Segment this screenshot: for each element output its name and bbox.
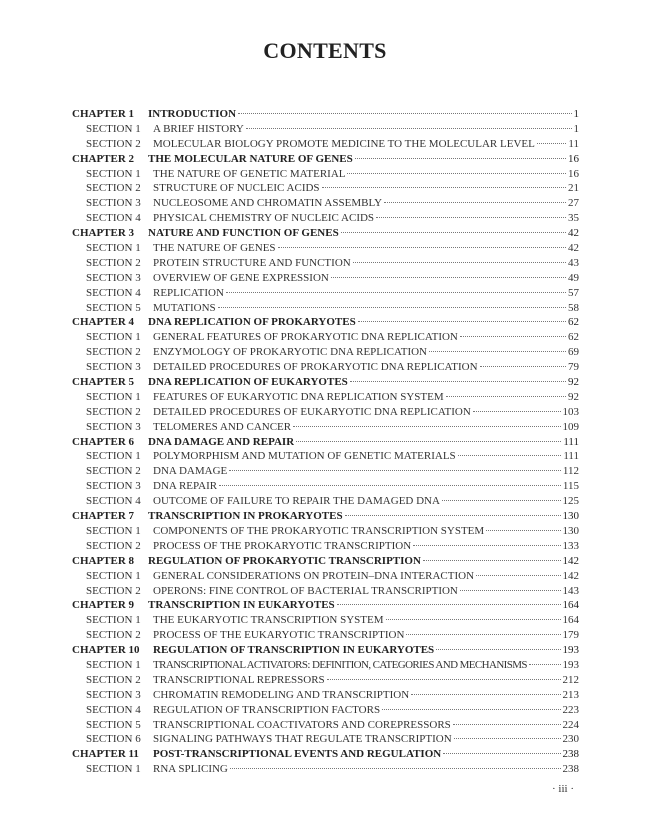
toc-section-entry[interactable]	[72, 420, 579, 435]
toc-section-entry[interactable]	[72, 628, 579, 643]
dot-leader	[486, 530, 560, 531]
dot-leader	[350, 381, 566, 382]
dot-leader	[353, 262, 566, 263]
entry-page-number: 16	[568, 152, 579, 165]
entry-label: SECTION 5	[86, 718, 141, 731]
entry-page-number: 35	[568, 212, 579, 225]
entry-page-number: 223	[562, 703, 579, 716]
dot-leader	[218, 307, 566, 308]
dot-leader	[436, 649, 560, 650]
toc-section-entry[interactable]	[72, 167, 579, 182]
entry-page-number: 224	[562, 718, 579, 731]
entry-page-number: 142	[562, 569, 579, 582]
entry-page-number: 58	[568, 301, 579, 314]
entry-label: SECTION 4	[86, 212, 141, 225]
entry-label: CHAPTER 6	[72, 435, 135, 448]
entry-title: REPLICATION	[153, 286, 224, 299]
entry-title: FEATURES OF EUKARYOTIC DNA REPLICATION SYSTEM	[153, 390, 444, 403]
entry-page-number: 42	[568, 242, 579, 255]
dot-leader	[238, 113, 571, 114]
entry-title: DETAILED PROCEDURES OF PROKARYOTIC DNA REPLICATION	[153, 361, 478, 374]
toc-chapter-entry[interactable]	[72, 152, 579, 167]
entry-label: SECTION 1	[86, 122, 141, 135]
toc-section-entry[interactable]	[72, 479, 579, 494]
page-title: CONTENTS	[263, 38, 387, 63]
entry-page-number: 143	[562, 584, 579, 597]
entry-page-number: 213	[562, 688, 579, 701]
entry-label: SECTION 3	[86, 361, 141, 374]
entry-title: GENERAL CONSIDERATIONS ON PROTEIN–DNA INTERACTION	[153, 569, 475, 582]
entry-title: MOLECULAR BIOLOGY PROMOTE MEDICINE TO THE MOLECULAR LEVEL	[153, 137, 535, 150]
entry-title: REGULATION OF PROKARYOTIC TRANSCRIPTION	[148, 554, 421, 567]
entry-page-number: 21	[568, 182, 579, 195]
entry-title: TRANSCRIPTIONAL ACTIVATORS: DEFINITION, CATEGORIES AND MECHANISMS	[153, 658, 527, 671]
entry-title: DNA DAMAGE AND REPAIR	[148, 435, 295, 448]
toc-section-entry[interactable]	[72, 196, 579, 211]
entry-page-number: 62	[568, 316, 579, 329]
entry-label: SECTION 3	[86, 271, 141, 284]
entry-page-number: 193	[562, 644, 579, 657]
entry-label: SECTION 1	[86, 569, 141, 582]
entry-title: PHYSICAL CHEMISTRY OF NUCLEIC ACIDS	[153, 212, 375, 225]
dot-leader	[458, 455, 562, 456]
entry-page-number: 212	[562, 673, 579, 686]
toc-chapter-entry[interactable]	[72, 107, 579, 122]
dot-leader	[443, 753, 560, 754]
entry-page-number: 69	[568, 346, 579, 359]
entry-page-number: 115	[562, 480, 579, 493]
dot-leader	[246, 128, 572, 129]
entry-title: OPERONS: FINE CONTROL OF BACTERIAL TRANSCRIPTION	[153, 584, 458, 597]
toc-section-entry[interactable]	[72, 658, 579, 673]
entry-page-number: 193	[562, 658, 579, 671]
toc-section-entry[interactable]	[72, 122, 579, 137]
dot-leader	[278, 247, 566, 248]
entry-label: SECTION 2	[86, 346, 141, 359]
toc-section-entry[interactable]	[72, 137, 579, 152]
entry-label: SECTION 2	[86, 584, 141, 597]
entry-label: SECTION 1	[86, 167, 141, 180]
entry-page-number: 79	[568, 361, 579, 374]
dot-leader	[442, 500, 561, 501]
entry-page-number: 164	[562, 599, 579, 612]
toc-section-entry[interactable]	[72, 703, 579, 718]
entry-title: GENERAL FEATURES OF PROKARYOTIC DNA REPLICATION	[153, 331, 458, 344]
entry-page-number: 11	[568, 137, 579, 150]
toc-section-entry[interactable]	[72, 241, 579, 256]
entry-title: CHROMATIN REMODELING AND TRANSCRIPTION	[153, 688, 410, 701]
entry-label: CHAPTER 2	[72, 152, 135, 165]
entry-page-number: 1	[573, 108, 579, 120]
toc-chapter-entry[interactable]	[72, 598, 579, 613]
dot-leader	[229, 470, 561, 471]
toc-section-entry[interactable]	[72, 181, 579, 196]
entry-label: CHAPTER 10	[72, 644, 140, 657]
dot-leader	[327, 679, 561, 680]
toc-chapter-entry[interactable]	[72, 554, 579, 569]
dot-leader	[384, 202, 566, 203]
entry-label: CHAPTER 5	[72, 376, 135, 389]
entry-page-number: 130	[562, 524, 579, 537]
toc-section-entry[interactable]	[72, 494, 579, 509]
dot-leader	[219, 485, 561, 486]
entry-page-number: 111	[563, 450, 579, 463]
entry-label: SECTION 2	[86, 182, 141, 195]
entry-title: INTRODUCTION	[148, 108, 237, 120]
toc-chapter-entry[interactable]	[72, 747, 579, 762]
dot-leader	[453, 724, 561, 725]
entry-label: CHAPTER 4	[72, 316, 135, 329]
toc-section-entry[interactable]	[72, 732, 579, 747]
dot-leader	[446, 396, 566, 397]
entry-title: SIGNALING PATHWAYS THAT REGULATE TRANSCRIPTION	[153, 733, 452, 746]
entry-label: CHAPTER 3	[72, 227, 135, 240]
entry-label: SECTION 2	[86, 539, 141, 552]
entry-page-number: 133	[562, 539, 579, 552]
entry-title: COMPONENTS OF THE PROKARYOTIC TRANSCRIPTION SYSTEM	[153, 524, 485, 537]
dot-leader	[413, 545, 560, 546]
entry-title: DNA REPLICATION OF PROKARYOTES	[148, 316, 356, 329]
dot-leader	[480, 366, 566, 367]
toc-section-entry[interactable]	[72, 718, 579, 733]
entry-label: SECTION 3	[86, 688, 141, 701]
entry-title: THE MOLECULAR NATURE OF GENES	[148, 152, 353, 165]
dot-leader	[293, 426, 560, 427]
entry-title: THE NATURE OF GENETIC MATERIAL	[153, 167, 346, 180]
entry-title: TRANSCRIPTIONAL REPRESSORS	[153, 673, 325, 686]
dot-leader	[358, 321, 566, 322]
toc-section-entry[interactable]	[72, 762, 579, 777]
entry-label: CHAPTER 8	[72, 554, 135, 567]
entry-title: PROTEIN STRUCTURE AND FUNCTION	[153, 256, 351, 269]
entry-page-number: 111	[563, 435, 579, 448]
entry-page-number: 42	[568, 227, 579, 240]
dot-leader	[382, 709, 560, 710]
entry-page-number: 230	[562, 733, 579, 746]
entry-title: MUTATIONS	[153, 301, 216, 314]
entry-label: SECTION 3	[86, 420, 141, 433]
dot-leader	[322, 187, 566, 188]
entry-title: THE NATURE OF GENES	[153, 242, 276, 255]
page-number: · iii ·	[552, 783, 574, 795]
entry-label: SECTION 1	[86, 331, 141, 344]
entry-page-number: 142	[562, 554, 579, 567]
entry-page-number: 92	[568, 390, 579, 403]
entry-page-number: 112	[562, 465, 579, 478]
entry-title: A BRIEF HISTORY	[153, 122, 244, 135]
entry-title: PROCESS OF THE EUKARYOTIC TRANSCRIPTION	[153, 629, 405, 642]
entry-page-number: 1	[573, 122, 579, 135]
toc-section-entry[interactable]	[72, 390, 579, 405]
entry-title: DNA REPLICATION OF EUKARYOTES	[148, 376, 348, 389]
toc-section-entry[interactable]	[72, 449, 579, 464]
dot-leader	[331, 277, 566, 278]
dot-leader	[423, 560, 561, 561]
toc-section-entry[interactable]	[72, 569, 579, 584]
dot-leader	[376, 217, 566, 218]
dot-leader	[347, 173, 566, 174]
entry-title: REGULATION OF TRANSCRIPTION FACTORS	[153, 703, 381, 716]
entry-label: SECTION 4	[86, 286, 141, 299]
entry-label: SECTION 3	[86, 197, 141, 210]
dot-leader	[355, 158, 566, 159]
toc-section-entry[interactable]	[72, 464, 579, 479]
toc-section-entry[interactable]	[72, 301, 579, 316]
entry-title: DETAILED PROCEDURES OF EUKARYOTIC DNA REPLICATION	[153, 405, 471, 418]
dot-leader	[529, 664, 561, 665]
toc-chapter-entry[interactable]	[72, 226, 579, 241]
entry-label: SECTION 1	[86, 242, 141, 255]
entry-title: STRUCTURE OF NUCLEIC ACIDS	[153, 182, 320, 195]
dot-leader	[386, 619, 561, 620]
entry-page-number: 92	[568, 376, 579, 389]
entry-title: DNA DAMAGE	[153, 465, 228, 478]
dot-leader	[337, 604, 561, 605]
entry-label: SECTION 1	[86, 614, 141, 627]
toc-section-entry[interactable]	[72, 271, 579, 286]
entry-label: SECTION 3	[86, 480, 141, 493]
entry-title: POLYMORPHISM AND MUTATION OF GENETIC MATERIALS	[153, 450, 456, 463]
entry-label: SECTION 1	[86, 524, 141, 537]
entry-title: ENZYMOLOGY OF PROKARYOTIC DNA REPLICATION	[153, 346, 427, 359]
entry-page-number: 57	[568, 286, 579, 299]
entry-page-number: 238	[562, 748, 579, 761]
toc-section-entry[interactable]	[72, 584, 579, 599]
toc-chapter-entry[interactable]	[72, 375, 579, 390]
dot-leader	[345, 515, 561, 516]
entry-page-number: 109	[562, 420, 579, 433]
entry-label: SECTION 1	[86, 763, 141, 776]
toc-chapter-entry[interactable]	[72, 643, 579, 658]
entry-title: REGULATION OF TRANSCRIPTION IN EUKARYOTES	[153, 644, 435, 657]
entry-page-number: 238	[562, 763, 579, 776]
toc-chapter-entry[interactable]	[72, 509, 579, 524]
entry-page-number: 16	[568, 167, 579, 180]
entry-label: SECTION 4	[86, 703, 141, 716]
entry-label: SECTION 5	[86, 301, 141, 314]
entry-title: NATURE AND FUNCTION OF GENES	[148, 227, 339, 240]
entry-page-number: 164	[562, 614, 579, 627]
dot-leader	[411, 694, 560, 695]
toc-section-entry[interactable]	[72, 330, 579, 345]
entry-title: THE EUKARYOTIC TRANSCRIPTION SYSTEM	[153, 614, 384, 627]
toc-section-entry[interactable]	[72, 286, 579, 301]
toc-section-entry[interactable]	[72, 613, 579, 628]
entry-label: SECTION 2	[86, 405, 141, 418]
entry-title: DNA REPAIR	[153, 480, 218, 493]
dot-leader	[226, 292, 566, 293]
entry-page-number: 130	[562, 510, 579, 523]
entry-page-number: 179	[562, 629, 579, 642]
dot-leader	[341, 232, 566, 233]
entry-label: CHAPTER 1	[72, 108, 135, 120]
toc-chapter-entry[interactable]	[72, 435, 579, 450]
entry-title: OUTCOME OF FAILURE TO REPAIR THE DAMAGED DNA	[153, 495, 440, 508]
toc-section-entry[interactable]	[72, 539, 579, 554]
toc-section-entry[interactable]	[72, 360, 579, 375]
dot-leader	[296, 441, 561, 442]
entry-title: NUCLEOSOME AND CHROMATIN ASSEMBLY	[153, 197, 383, 210]
dot-leader	[429, 351, 566, 352]
dot-leader	[406, 634, 560, 635]
toc-section-entry[interactable]	[72, 688, 579, 703]
dot-leader	[460, 590, 561, 591]
entry-label: SECTION 4	[86, 495, 141, 508]
dot-leader	[537, 143, 567, 144]
entry-title: TRANSCRIPTION IN PROKARYOTES	[148, 510, 343, 523]
entry-label: SECTION 2	[86, 256, 141, 269]
toc-section-entry[interactable]	[72, 673, 579, 688]
entry-label: SECTION 1	[86, 450, 141, 463]
entry-title: TELOMERES AND CANCER	[153, 420, 292, 433]
entry-title: POST-TRANSCRIPTIONAL EVENTS AND REGULATION	[153, 748, 442, 761]
entry-page-number: 62	[568, 331, 579, 344]
toc-section-entry[interactable]	[72, 345, 579, 360]
dot-leader	[230, 768, 561, 769]
entry-label: SECTION 2	[86, 465, 141, 478]
toc-section-entry[interactable]	[72, 405, 579, 420]
entry-title: TRANSCRIPTIONAL COACTIVATORS AND COREPRESSORS	[153, 718, 451, 731]
dot-leader	[454, 738, 561, 739]
toc-section-entry[interactable]	[72, 256, 579, 271]
toc-chapter-entry[interactable]	[72, 315, 579, 330]
entry-page-number: 125	[562, 495, 579, 508]
entry-label: SECTION 6	[86, 733, 141, 746]
entry-page-number: 49	[568, 271, 579, 284]
entry-title: TRANSCRIPTION IN EUKARYOTES	[148, 599, 335, 612]
entry-label: SECTION 1	[86, 658, 141, 671]
dot-leader	[476, 575, 560, 576]
entry-title: PROCESS OF THE PROKARYOTIC TRANSCRIPTION	[153, 539, 412, 552]
table-of-contents	[72, 107, 579, 777]
entry-page-number: 103	[562, 405, 579, 418]
dot-leader	[473, 411, 561, 412]
entry-title: OVERVIEW OF GENE EXPRESSION	[153, 271, 329, 284]
entry-label: SECTION 2	[86, 137, 141, 150]
entry-page-number: 43	[568, 256, 579, 269]
toc-section-entry[interactable]	[72, 524, 579, 539]
entry-label: SECTION 2	[86, 629, 141, 642]
dot-leader	[460, 336, 566, 337]
entry-page-number: 27	[568, 197, 579, 210]
toc-section-entry[interactable]	[72, 211, 579, 226]
entry-label: CHAPTER 11	[72, 748, 139, 761]
entry-label: CHAPTER 7	[72, 510, 135, 523]
entry-title: RNA SPLICING	[153, 763, 228, 776]
entry-label: SECTION 2	[86, 673, 141, 686]
entry-label: SECTION 1	[86, 390, 141, 403]
entry-label: CHAPTER 9	[72, 599, 135, 612]
